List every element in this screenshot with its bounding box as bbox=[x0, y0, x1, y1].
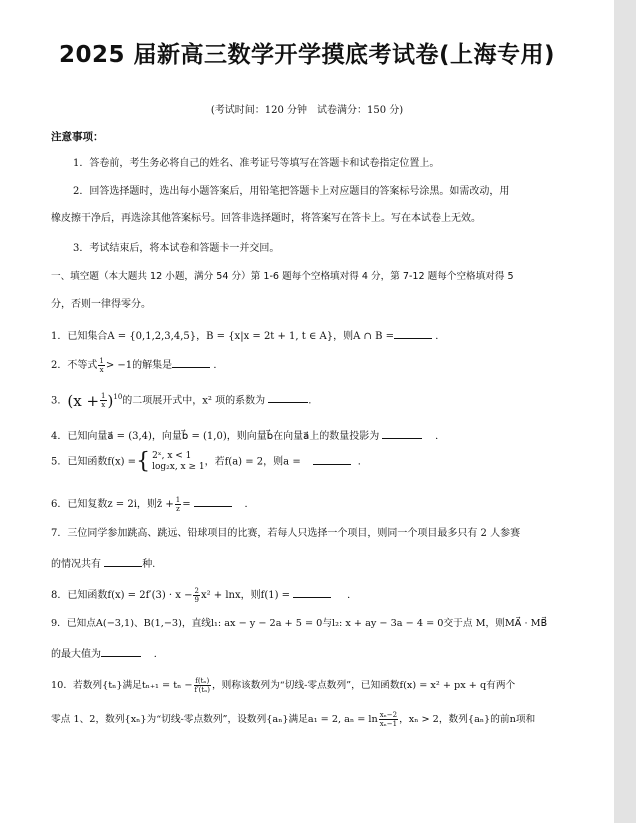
question-9-pre: 的最大值为 bbox=[51, 649, 101, 660]
question-5 bbox=[51, 451, 368, 474]
scrollbar[interactable] bbox=[614, 0, 636, 823]
fraction: $\frac{\text{xₙ−2}}{\text{xₙ−1}}$ bbox=[379, 711, 398, 728]
exam-info: (考试时间：120 分钟 试卷满分：150 分) bbox=[210, 105, 404, 116]
question-10-pre: 10．若数列{tₙ}满足tₙ₊₁ = tₙ − bbox=[51, 680, 193, 691]
answer-blank bbox=[101, 645, 141, 657]
question-10 bbox=[51, 677, 515, 694]
question-2 bbox=[51, 356, 223, 374]
question-4 bbox=[51, 427, 445, 444]
notice-item: 3．考试结束后，将本试卷和答题卡一并交回。 bbox=[73, 243, 280, 254]
notice-item: 1．答卷前，考生务必将自己的姓名、准考证号等填写在答题卡和试卷指定位置上。 bbox=[73, 158, 440, 169]
question-7: 7．三位同学参加跳高、跳远、铅球项目的比赛，若每人只选择一个项目，则同一个项目最多只有 2 人参赛 bbox=[51, 528, 521, 539]
question-4-text: 4．已知向量a⃗ = (3,4)，向量b⃗ = (1,0)，则向量b⃗在向量a⃗上的数量投影为 bbox=[51, 431, 380, 442]
question-8-pre: 8．已知函数f(x) = 2f′(3) · x − bbox=[51, 590, 193, 601]
question-5-pre: 5．已知函数f(x) = bbox=[51, 456, 137, 468]
question-3 bbox=[51, 390, 311, 409]
answer-blank bbox=[313, 453, 351, 465]
question-9-cont bbox=[51, 645, 164, 662]
fraction: $\frac{1}{x}$ bbox=[101, 392, 106, 410]
paren-close: ) bbox=[107, 391, 114, 410]
notice-item: 2．回答选择题时，选出每小题答案后，用铅笔把答题卡上对应题目的答案标号涂黑。如需改动，用 bbox=[73, 186, 510, 197]
question-5-end: ． bbox=[357, 456, 368, 468]
notice-item: 橡皮擦干净后，再选涂其他答案标号。回答非选择题时，将答案写在答卡上。写在本试卷上无效。 bbox=[51, 213, 481, 224]
section-heading-cont: 分，否则一律得零分。 bbox=[51, 299, 151, 310]
page-title: 2025 届新高三数学开学摸底考试卷(上海专用) bbox=[58, 42, 556, 68]
question-7-cont bbox=[51, 555, 155, 572]
question-9-end: ． bbox=[153, 649, 164, 660]
question-1-text: 1．已知集合A = {0,1,2,3,4,5}，B = {x|x = 2t + 1, t ∈ A}，则A ∩ B = bbox=[51, 331, 395, 342]
fraction: $\frac{1}{x}$ bbox=[99, 357, 104, 374]
question-1 bbox=[51, 327, 445, 344]
question-1-end: ． bbox=[435, 331, 446, 342]
question-2-end: ． bbox=[213, 360, 224, 371]
question-7-pre: 的情况共有 bbox=[51, 559, 101, 570]
notice-heading: 注意事项： bbox=[51, 131, 104, 143]
question-10-post2: ，xₙ > 2，数列{aₙ}的前n项和 bbox=[399, 714, 536, 725]
question-9: 9．已知点A(−3,1)、B(1,−3)，直线l₁: ax − y − 2a + 5 = 0与l₂: x + ay − 3a − 4 = 0交于点 M，则MA⃗ · MB⃗ bbox=[51, 618, 548, 629]
question-3-end: . bbox=[308, 395, 312, 407]
answer-blank bbox=[172, 356, 210, 368]
answer-blank bbox=[104, 555, 142, 567]
answer-blank bbox=[394, 327, 432, 339]
question-3-post: 的二项展开式中，x² 项的系数为 bbox=[122, 395, 266, 407]
question-10-pre2: 零点 1、2，数列{xₙ}为“切线-零点数列”，设数列{aₙ}满足a₁ = 2, aₙ = ln bbox=[51, 714, 378, 725]
brace: { bbox=[136, 449, 151, 474]
question-8 bbox=[51, 586, 357, 604]
question-2-post: > −1的解集是 bbox=[105, 360, 173, 371]
section-heading: 一、填空题（本大题共 12 小题，满分 54 分）第 1-6 题每个空格填对得 4 分，第 7-12 题每个空格填对得 5 bbox=[51, 271, 514, 282]
question-6-post: = bbox=[182, 499, 191, 510]
fraction: $\frac{2}{9}$ bbox=[194, 587, 199, 604]
answer-blank bbox=[293, 586, 331, 598]
question-3-pre: 3． bbox=[51, 395, 68, 407]
question-6 bbox=[51, 495, 255, 513]
question-6-end: ． bbox=[244, 499, 255, 510]
question-8-post: x² + lnx，则f(1) = bbox=[200, 590, 291, 601]
piecewise: 2ˣ, x < 1 log₂x, x ≥ 1 bbox=[152, 451, 205, 472]
answer-blank bbox=[268, 391, 308, 403]
fraction: $\frac{\text{f(tₙ)}}{\text{f′(tₙ)}}$ bbox=[194, 677, 210, 694]
fraction: $\frac{1}{z}$ bbox=[175, 496, 181, 513]
question-5-post: ，若f(a) = 2，则a = bbox=[204, 456, 301, 468]
question-2-pre: 2．不等式 bbox=[51, 360, 98, 371]
paren-open: (x + bbox=[67, 391, 100, 410]
question-6-pre: 6．已知复数z = 2i，则z̄ + bbox=[51, 499, 174, 510]
exponent: 10 bbox=[113, 393, 123, 401]
question-8-end: ． bbox=[347, 590, 358, 601]
question-10-post: ，则称该数列为“切线-零点数列”，已知函数f(x) = x² + px + q有两个 bbox=[211, 680, 516, 691]
question-7-post: 种. bbox=[142, 559, 156, 570]
question-10-cont bbox=[51, 711, 535, 728]
answer-blank bbox=[382, 427, 422, 439]
answer-blank bbox=[194, 495, 232, 507]
question-4-end: ． bbox=[435, 431, 446, 442]
